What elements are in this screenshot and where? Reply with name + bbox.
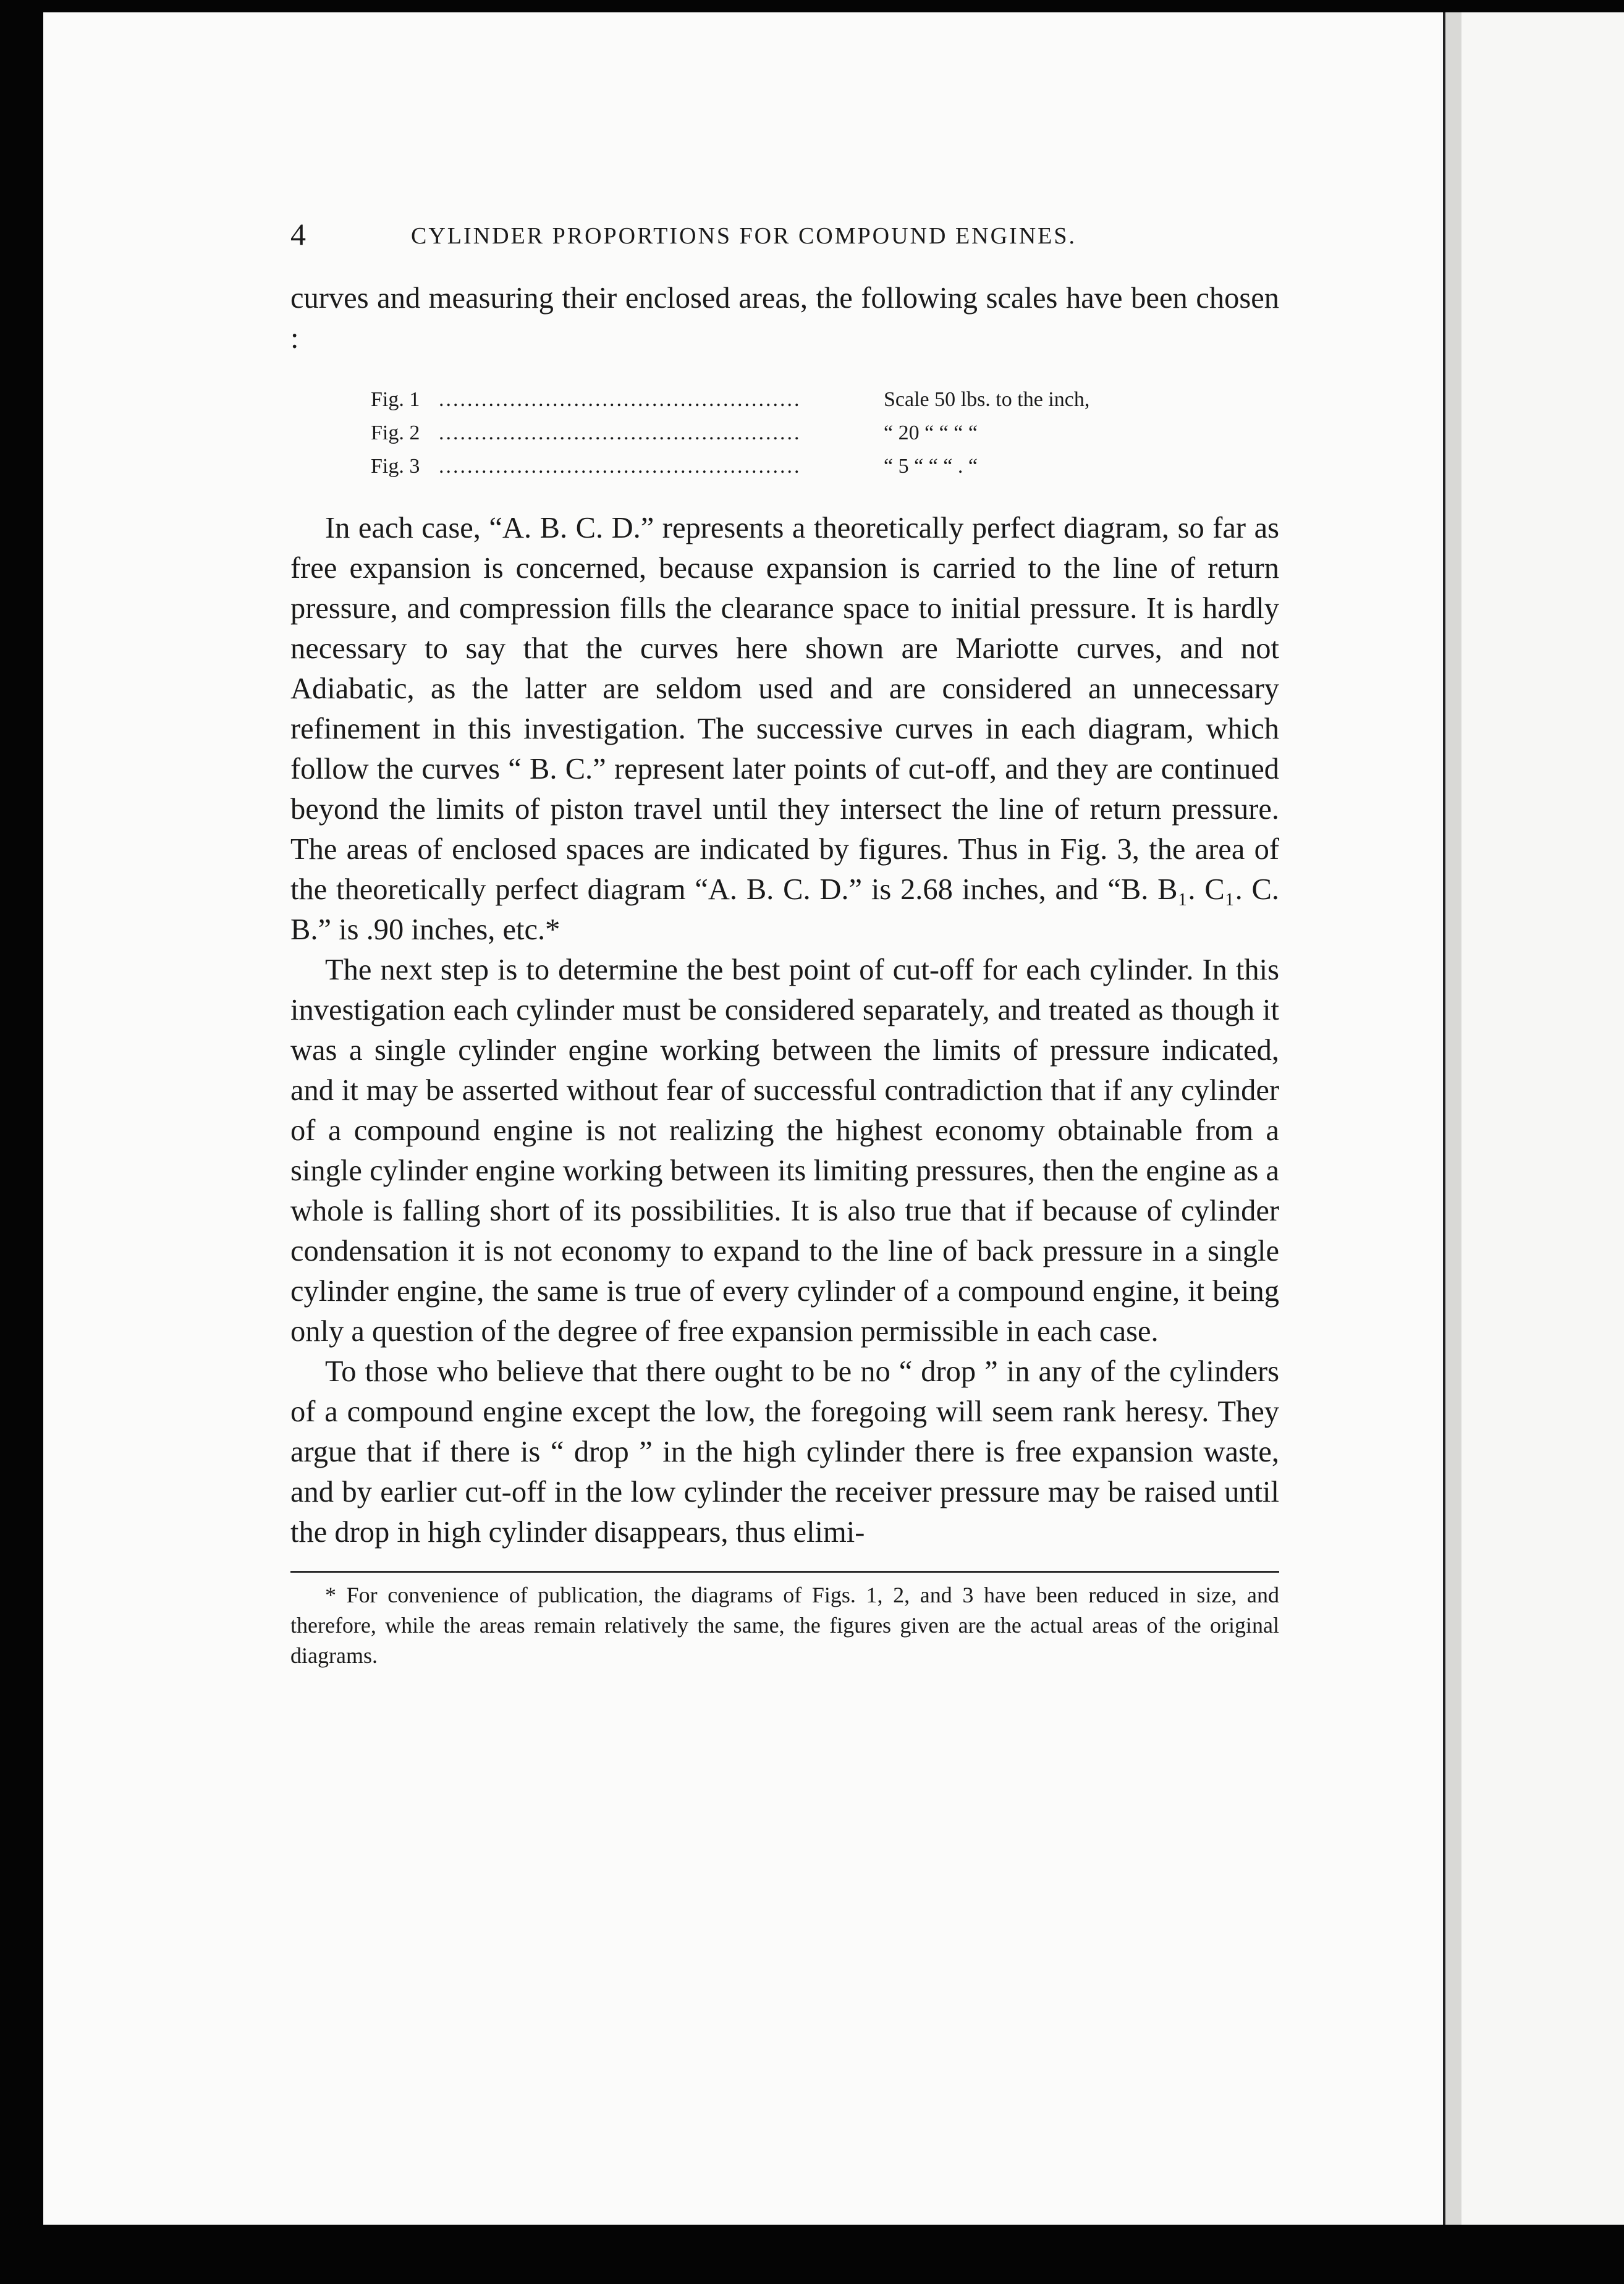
scale-description: Scale 50 lbs. to the inch,: [884, 388, 1090, 411]
leader-dots: ...................................................: [439, 455, 801, 478]
scale-row: [371, 383, 1193, 417]
leader-dots: ...................................................: [439, 421, 801, 444]
body-paragraph: The next step is to determine the best point of cut-off for each cylinder. In this investigation each cylinder must be considered separately, and treated as though it was a single cylinder engine working between the limits of pressure indicated, and it may be asserted without fear of successful contradiction that if any cylinder of a compound engine is not realizing the highest economy obtainable from a single cylinder engine working between its limiting pressures, then the engine as a whole is falling short of its possibilities. It is also true that if because of cylinder condensation it is not economy to expand to the line of back pressure in a single cylinder engine, the same is true of every cylinder of a compound engine, it being only a question of the degree of free expansion permissible in each case.: [290, 954, 1279, 1348]
body-paragraph: To those who believe that there ought to be no “ drop ” in any of the cylinders of a compound engine except the low, the foregoing will seem rank heresy. They argue that if there is “ drop ” in the high cylinder there is free expansion waste, and by earlier cut-off in the low cylinder the receiver pressure may be raised until the drop in high cylinder disappears, thus elimi-: [290, 1355, 1279, 1549]
scale-row: [371, 450, 1193, 483]
page-number: 4: [290, 217, 308, 252]
scale-figure-label: Fig. 3: [371, 455, 420, 478]
scale-description: “ 20 “ “ “ “: [884, 421, 978, 444]
running-head: [290, 216, 1279, 260]
running-title: CYLINDER PROPORTIONS FOR COMPOUND ENGINES.: [411, 223, 1076, 249]
scale-figure-label: Fig. 2: [371, 421, 420, 444]
scale-figure-label: Fig. 1: [371, 388, 420, 411]
leader-dots: ...................................................: [439, 388, 801, 411]
body-paragraph: In each case, “A. B. C. D.” represents a theoretically perfect diagram, so far as free expansion is concerned, because expansion is carried to the line of return pressure, and compression fills the clearance space to initial pressure. It is hardly necessary to say that the curves here shown are Mariotte curves, and not Adiabatic, as the latter are seldom used and are considered an unnecessary refinement in this investigation. The successive curves in each diagram, which follow the curves “ B. C.” represent later points of cut-off, and they are continued beyond the limits of piston travel until they intersect the line of return pressure. The areas of enclosed spaces are indicated by figures. Thus in Fig. 3, the area of the theoretically perfect diagram “A. B. C. D.” is 2.68 inches, and “B. B₁. C₁. C. B.” is .90 inches, etc.*: [290, 512, 1279, 946]
intro-paragraph: curves and measuring their enclosed areas, the following scales have been chosen :: [290, 282, 1279, 355]
scale-description: “ 5 “ “ “ . “: [884, 455, 978, 478]
page-content: [290, 216, 1279, 1671]
page-binding-edge: [1443, 12, 1464, 2225]
footnote: * For convenience of publication, the diagrams of Figs. 1, 2, and 3 have been reduced in size, and therefore, while the areas remain relatively the same, the figures given are the actual areas of the original diagrams.: [290, 1571, 1279, 1671]
adjacent-page-strip: [1461, 12, 1624, 2225]
scale-row: [371, 417, 1193, 450]
scale-table: [371, 383, 1193, 483]
